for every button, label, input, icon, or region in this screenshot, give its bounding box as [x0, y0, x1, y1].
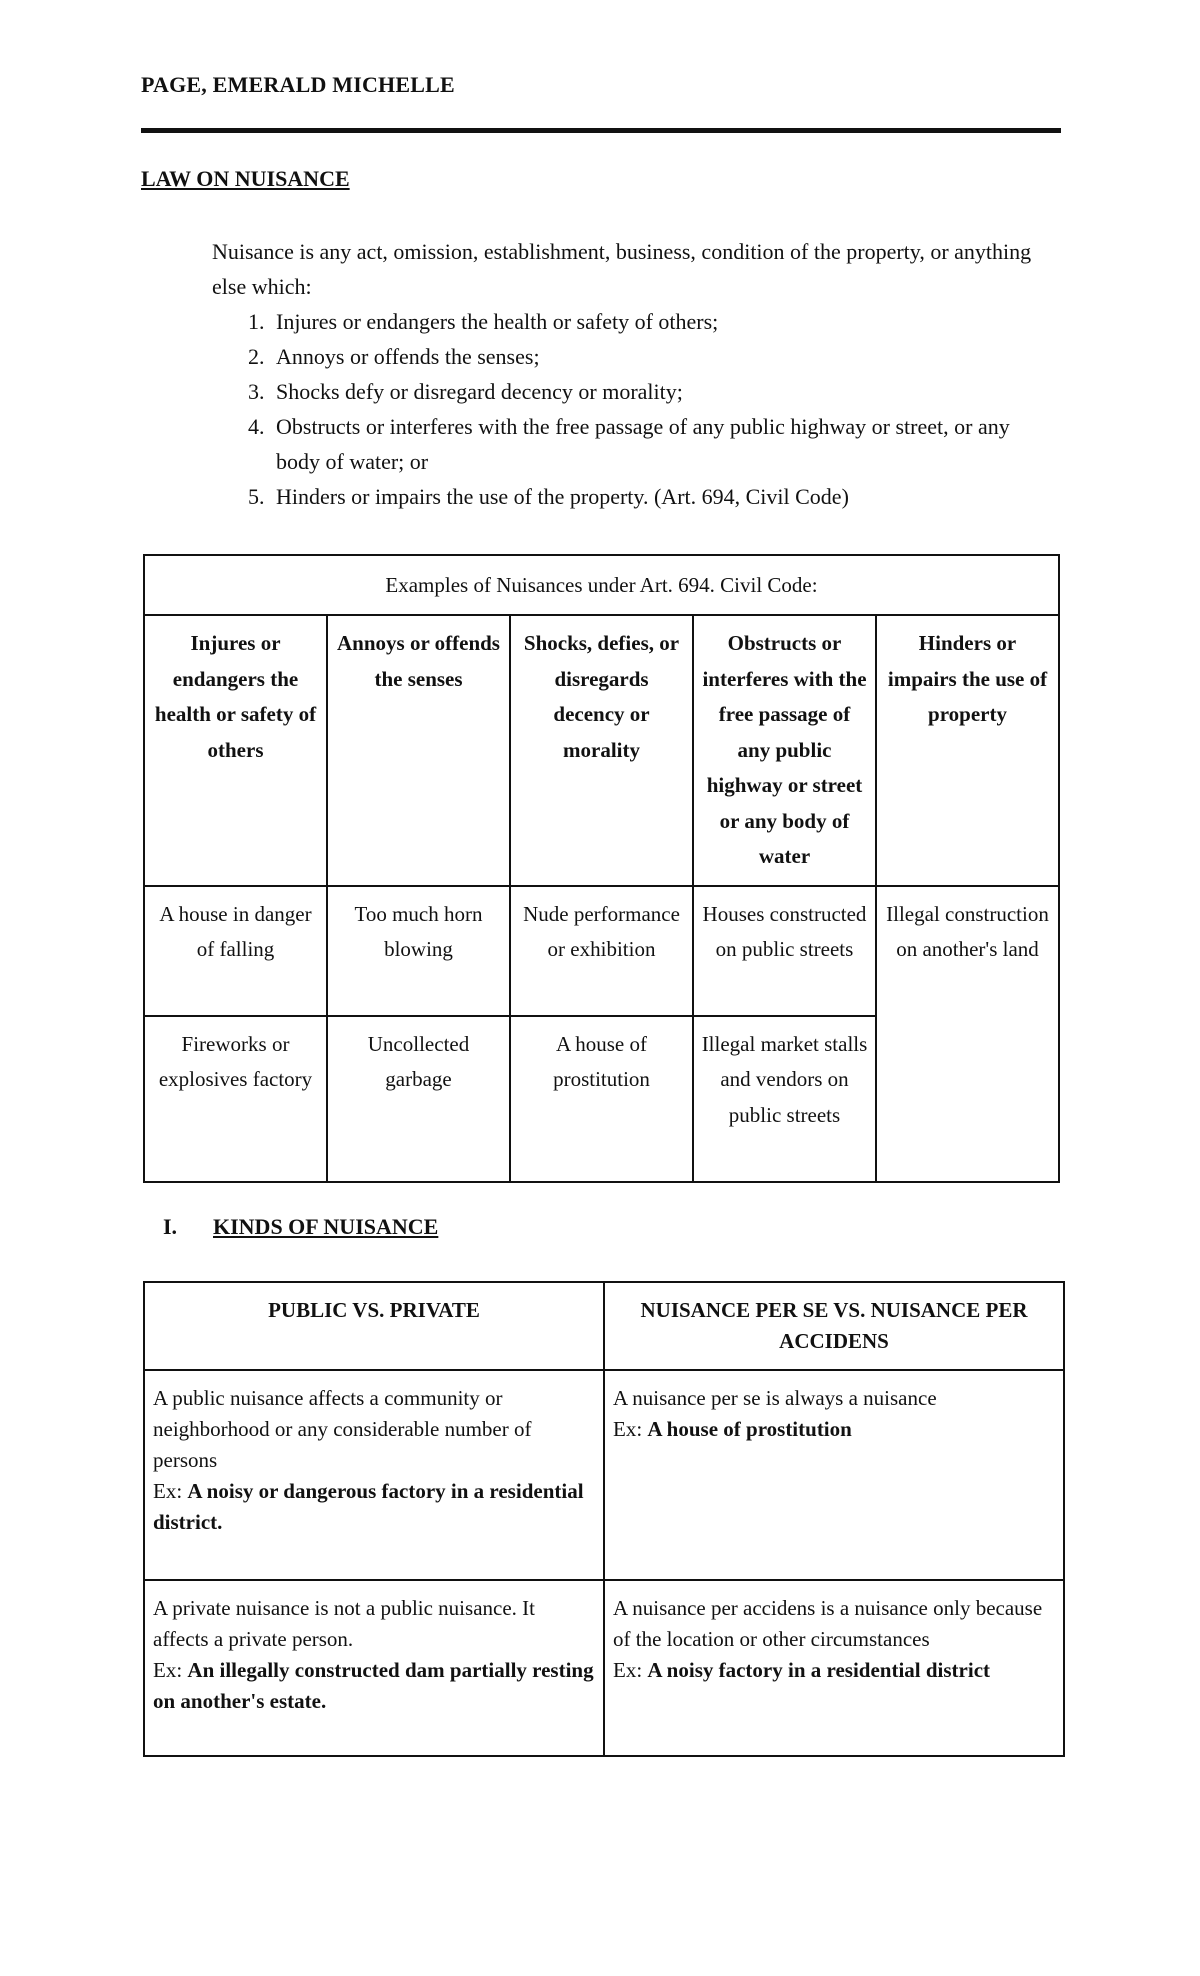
table-cell: A house of prostitution: [510, 1016, 693, 1182]
cell-text: A nuisance per accidens is a nuisance only because of the location or other circumstances: [613, 1596, 1043, 1651]
definition-list: [212, 304, 1052, 514]
definition-text: Nuisance is any act, omission, establishment, business, condition of the property, or anything else which:: [212, 239, 1032, 299]
list-item: 5. Hinders or impairs the use of the property. (Art. 694, Civil Code): [270, 479, 1052, 514]
table-cell: Uncollected garbage: [327, 1016, 510, 1182]
table-row: [144, 1370, 1064, 1580]
cell-text: A nuisance per se is always a nuisance: [613, 1386, 937, 1410]
table-cell: Too much horn blowing: [327, 886, 510, 1016]
table-cell: Illegal market stalls and vendors on public streets: [693, 1016, 876, 1182]
table-row: [144, 886, 1059, 1016]
table-header-row: [144, 615, 1059, 886]
column-header: Hinders or impairs the use of property: [876, 615, 1059, 886]
table-cell: [604, 1370, 1064, 1580]
section-title: KINDS OF NUISANCE: [213, 1214, 439, 1239]
header-divider: [141, 128, 1061, 133]
examples-table: [143, 554, 1060, 1183]
column-header: Annoys or offends the senses: [327, 615, 510, 886]
table-cell: Illegal construction on another's land: [876, 886, 1059, 1182]
list-item: 2. Annoys or offends the senses;: [270, 339, 1052, 374]
cell-text: A private nuisance is not a public nuisance. It affects a private person.: [153, 1596, 535, 1651]
example-label: Ex:: [153, 1479, 188, 1503]
examples-table-caption: Examples of Nuisances under Art. 694. Civil Code:: [144, 555, 1059, 615]
table-cell: [144, 1580, 604, 1756]
table-cell: Houses constructed on public streets: [693, 886, 876, 1016]
example-label: Ex:: [153, 1658, 188, 1682]
section-heading: [163, 1214, 438, 1240]
column-header: Injures or endangers the health or safety of others: [144, 615, 327, 886]
list-item: 1. Injures or endangers the health or safety of others;: [270, 304, 1052, 339]
example-label: Ex:: [613, 1417, 648, 1441]
table-cell: [604, 1580, 1064, 1756]
table-row: [144, 1580, 1064, 1756]
document-title: LAW ON NUISANCE: [141, 166, 350, 191]
table-cell: Nude performance or exhibition: [510, 886, 693, 1016]
column-header: NUISANCE PER SE VS. NUISANCE PER ACCIDENS: [604, 1282, 1064, 1370]
example-text: A house of prostitution: [647, 1417, 852, 1441]
example-label: Ex:: [613, 1658, 648, 1682]
kinds-table: [143, 1281, 1065, 1757]
nuisance-definition: [212, 234, 1052, 514]
list-item: 3. Shocks defy or disregard decency or morality;: [270, 374, 1052, 409]
column-header: Shocks, defies, or disregards decency or morality: [510, 615, 693, 886]
example-text: A noisy or dangerous factory in a residential district.: [153, 1479, 584, 1534]
cell-text: A public nuisance affects a community or neighborhood or any considerable number of persons: [153, 1386, 532, 1472]
author-name: PAGE, EMERALD MICHELLE: [141, 72, 455, 97]
section-number: I.: [163, 1214, 178, 1239]
example-text: A noisy factory in a residential district: [647, 1658, 991, 1682]
table-cell: A house in danger of falling: [144, 886, 327, 1016]
column-header: PUBLIC VS. PRIVATE: [144, 1282, 604, 1370]
list-item: 4. Obstructs or interferes with the free passage of any public highway or street, or any body of water; or: [270, 409, 1052, 479]
table-row: [144, 555, 1059, 615]
example-text: An illegally constructed dam partially resting on another's estate.: [153, 1658, 594, 1713]
table-cell: [144, 1370, 604, 1580]
table-header-row: [144, 1282, 1064, 1370]
table-cell: Fireworks or explosives factory: [144, 1016, 327, 1182]
column-header: Obstructs or interferes with the free passage of any public highway or street or any body of water: [693, 615, 876, 886]
